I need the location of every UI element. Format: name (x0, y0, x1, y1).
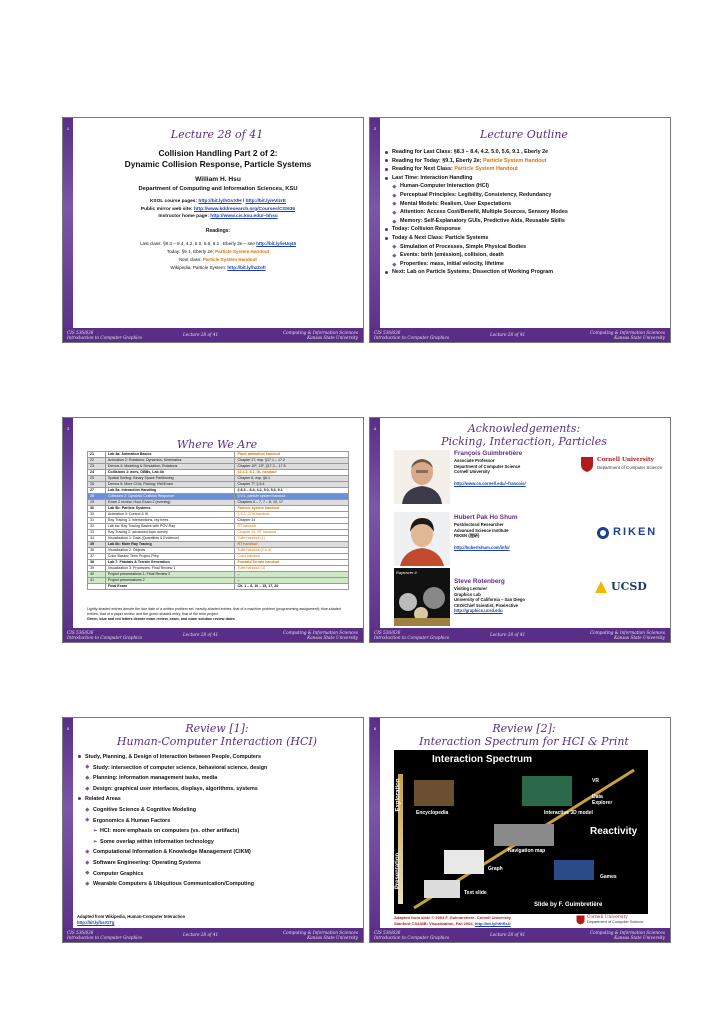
lecture-number-cell: 31 (88, 518, 106, 524)
outline-item (384, 243, 666, 252)
footer-lecture: Lecture 28 of 41 (183, 932, 219, 937)
list-item-text: Computational Information & Knowledge Management (CIKM) (93, 849, 251, 856)
person-name: François Guimbretière (454, 450, 523, 457)
lecture-number-cell: 37 (88, 554, 106, 560)
reading-cell: Chapter 6, esp. §6.1 (235, 476, 349, 482)
topic-cell: Collisions 2: Dynamic Collision Response (105, 494, 235, 500)
review-item (77, 816, 359, 827)
schedule-table (87, 451, 349, 590)
lecture-number-cell: 28 (88, 494, 106, 500)
item-navigation-map: Navigation map (508, 848, 546, 854)
reading-cell: Chapter 14 (235, 518, 349, 524)
topic-cell: Lab 5a: Interaction Handling (105, 488, 235, 494)
list-item-highlight: Particle System Handout (482, 157, 547, 164)
slide-title-line1: Review [1]: (185, 722, 249, 735)
review-item (77, 847, 359, 858)
slide-5 (62, 717, 364, 943)
list-item-text: Reading for Last Class: §8.3 – 8.4, 4.2, 5.0, 5.6, 9.1 , Eberly 2e (392, 149, 549, 155)
slide-number: 6 (373, 726, 377, 731)
outline-item (384, 165, 666, 174)
person-role: Visiting Lecturer (454, 586, 487, 591)
outline-item (384, 217, 666, 226)
outline-item (384, 225, 666, 234)
lecture-number-cell: 26 (88, 482, 106, 488)
lecture-number-cell: 22 (88, 458, 106, 464)
review-item (77, 784, 359, 795)
spectrum-title: Interaction Spectrum (432, 754, 533, 765)
footer-course: CIS 536/636 (67, 630, 94, 635)
source-link[interactable]: http://bit.ly/bsrGTg (77, 919, 115, 925)
footer-dept: Computing & Information Sciences (282, 330, 358, 335)
footer-university: Kansas State University (614, 935, 665, 940)
topic-cell: Lab 6a: Ray Tracing Basics with POV-Ray (105, 524, 235, 530)
source-text: Adapted from Wikipedia, Human-Computer Interaction (77, 914, 186, 919)
slide-sidebar (370, 118, 380, 342)
topic-cell: Spatial Sorting: Binary Space Partitioning (105, 476, 235, 482)
list-item-text: Today: Collision Response (392, 226, 461, 233)
home-link[interactable]: http://www.cis.ksu.edu/~bhsu (210, 214, 278, 219)
slide-footer (63, 628, 363, 642)
reading-cell: Chapter 7²; § 8.4 (235, 482, 349, 488)
topic-cell: Collisions 1: axes, OBBs, Lab 4b (105, 470, 235, 476)
person-role: Associate Professor (454, 458, 495, 463)
topic-cell: Ray Tracing 2: advanced topic survey (105, 530, 235, 536)
schedule-note-2: Green, blue and red letters denote exam review, exam, and exam solution review dates (87, 617, 235, 621)
person-name: Steve Rotenberg (454, 578, 505, 585)
slide-sidebar (370, 718, 380, 942)
footer-lecture: Lecture 28 of 41 (490, 632, 526, 637)
person-role: Postdoctoral Researcher (454, 522, 504, 527)
topic-cell: Ray Tracing 1: intersections, ray trees (105, 518, 235, 524)
review-item (77, 879, 359, 890)
person-dept: Advanced Science Institute (454, 527, 509, 533)
reading-cell: Chapter 15, RT handout (235, 530, 349, 536)
list-item-text: Today & Next Class: Particle Systems (392, 234, 489, 241)
person-company: CEO/Chief Scientist, PixelActive (454, 602, 518, 608)
outline-item (384, 148, 666, 157)
list-item-text: Related Areas (85, 796, 121, 803)
ksol-sep: / (241, 199, 246, 204)
ucsd-trident-icon (594, 580, 608, 594)
reading-3-handout: Particle System Handout (202, 257, 257, 262)
review-item (77, 837, 359, 848)
slide-sidebar (63, 118, 73, 342)
reading-cell: Ch. 1 – 8, 10 – 15, 17, 20 (235, 584, 349, 590)
footer-university: Kansas State University (614, 335, 665, 340)
outline-item (384, 260, 666, 269)
footer-university: Kansas State University (307, 335, 358, 340)
review-item (77, 773, 359, 784)
slide-credit: Slide by F. Guimbretière (534, 902, 603, 908)
slide-footer (63, 328, 363, 342)
footer-course-title: Introduction to Computer Graphics (67, 935, 143, 940)
slide-footer (63, 928, 363, 942)
reading-cell: Chapter 17, esp. §17.1 – 17.2 (235, 458, 349, 464)
topic-cell: Animation 2: Rotations; Dynamics, Kinematics (105, 458, 235, 464)
reading-cell: Tufte handout (1) (235, 536, 349, 542)
reading-4-link[interactable]: http://bit.ly/hzZofI (227, 265, 266, 270)
list-item-text: Mental Models: Realism, User Expectations (400, 200, 512, 207)
topic-cell: Lab 7: Fractals & Terrain Generation (105, 560, 235, 566)
outline-item (384, 182, 666, 191)
reading-cell: §2.4.3, 8.1, GL handout (235, 470, 349, 476)
reading-2-handout: Particle System Handout (215, 249, 270, 254)
schedule-note (87, 607, 349, 622)
person-link[interactable]: http://www.cs.cornell.edu/~francois/ (454, 480, 526, 486)
footer-course-title: Introduction to Computer Graphics (374, 335, 450, 340)
footer-course: CIS 536/636 (374, 330, 401, 335)
list-item-text: Reading for Next Class: (392, 166, 455, 173)
person-org: RIKEN (理研) (454, 533, 480, 539)
axis-presentation: Presentation (395, 852, 402, 890)
slide-4 (369, 417, 671, 643)
footer-lecture: Lecture 28 of 41 (490, 332, 526, 337)
photo-rotenberg (394, 568, 450, 626)
course-links (77, 198, 359, 221)
lecture-number-cell: 36 (88, 548, 106, 554)
reading-cell: Fractals/Terrain handout (235, 560, 349, 566)
reading-cell: Tufte handout (2 & 4) (235, 548, 349, 554)
person-name: Hubert Pak Ho Shum (454, 514, 518, 521)
ksol-link-1[interactable]: http://bit.ly/hGvXlH (198, 199, 242, 204)
cornell-name: Cornell University (587, 915, 628, 920)
review-item (77, 869, 359, 880)
list-item-text: Properties: mass, initial velocity, lifetime (400, 260, 504, 267)
author-name: William H. Hsu (195, 176, 241, 183)
slide-1 (62, 117, 364, 343)
footer-course: CIS 536/636 (67, 330, 94, 335)
cornell-dept: Department of Computer Science (587, 920, 644, 924)
outline-item (384, 200, 666, 209)
reading-3: Next class: (179, 257, 203, 262)
slide-title-line1: Review [2]: (492, 722, 556, 735)
lecture-number-cell (88, 584, 106, 590)
list-item-text: Events: birth (emission), collision, death (400, 252, 504, 259)
footer-dept: Computing & Information Sciences (589, 330, 665, 335)
item-text-slide: Text slide (464, 890, 487, 896)
lecture-number-cell: 40 (88, 572, 106, 578)
outline-list (384, 148, 666, 277)
footer-course-title: Introduction to Computer Graphics (374, 935, 450, 940)
slide-number: 3 (66, 426, 70, 431)
reading-cell: RT handout (235, 524, 349, 530)
topic-cell: Exam 2 review; Hour Exam 2 (evening) (105, 500, 235, 506)
outline-item (384, 191, 666, 200)
reading-cell: Particle system handout (235, 506, 349, 512)
lecture-number-cell: 27 (88, 488, 106, 494)
list-item-text: Study, Planning, & Design of Interaction between People, Computers (85, 754, 262, 760)
person-link[interactable]: http://hubertshum.com/info/ (454, 544, 510, 550)
list-item-text: Design: graphical user interfaces, displays, algorithms, systems (93, 785, 258, 792)
slide-title (77, 722, 357, 748)
slide-title-line2: Picking, Interaction, Particles (441, 435, 607, 448)
review-item (77, 794, 359, 805)
item-vr: VR (592, 778, 599, 784)
reading-2: Today: §9.1, Eberly 2e; (166, 249, 216, 254)
topic-cell: Visualization 1: Data (Quantities & Evidence) (105, 536, 235, 542)
axis-reactivity: Reactivity (590, 826, 638, 837)
topic-cell: Color Basics; Term Project Prep (105, 554, 235, 560)
review-item (77, 858, 359, 869)
source-link[interactable]: http://bit.ly/hfhRsU (474, 920, 511, 926)
cornell-name: Cornell University (597, 457, 654, 463)
topic-cell: Lab 6b: More Ray Tracing (105, 542, 235, 548)
outline-item (384, 251, 666, 260)
outline-item (384, 208, 666, 217)
footer-course-title: Introduction to Computer Graphics (67, 635, 143, 640)
slide-sidebar (63, 718, 73, 942)
footer-lecture: Lecture 28 of 41 (490, 932, 526, 937)
review-item (77, 805, 359, 816)
list-item-text: Cognitive Science & Cognitive Modeling (93, 806, 197, 813)
topic-cell: Lab 4a: Animation Basics (105, 452, 235, 458)
slide-number: 2 (373, 126, 377, 131)
topic-cell: Project presentations 2 (105, 578, 235, 584)
reading-cell: Flash animation handout (235, 452, 349, 458)
review-item (77, 752, 359, 763)
lecture-number-cell: 30 (88, 512, 106, 518)
slide-title: Where We Are (176, 438, 258, 451)
lecture-number-cell: 25 (88, 476, 106, 482)
topic-cell: Visualization 3: Processes; Final Review 1 (105, 566, 235, 572)
riken-mark-icon (596, 526, 610, 540)
lecture-number-cell: 30 (88, 506, 106, 512)
list-item-text: Attention: Access Cost/Benefit, Multiple Sources, Sensory Modes (400, 209, 568, 216)
ksol-link-2[interactable]: http://bit.ly/eVizrE (245, 199, 287, 204)
readings-label: Readings: (205, 228, 231, 234)
reading-cell: § 5.3, CGA handout (235, 512, 349, 518)
footer-university: Kansas State University (614, 635, 665, 640)
list-item-text: HCI: more emphasis on computers (vs. other artifacts) (100, 828, 240, 835)
slide-title: Lecture Outline (480, 128, 568, 141)
ksol-label: KSOL course pages: (149, 199, 199, 204)
list-item-text: Memory: Self-Explanatory GUIs, Predictive Aids, Reusable Skills (400, 217, 565, 224)
home-label: Instructor home page: (158, 214, 211, 219)
person-guimbretiere (454, 450, 526, 486)
lecture-number-cell: 24 (88, 470, 106, 476)
review-item (77, 763, 359, 774)
item-3d-model: Interactive 3D model (544, 810, 593, 816)
lecture-heading-line1: Collision Handling Part 2 of 2: (158, 148, 278, 158)
footer-course-title: Introduction to Computer Graphics (67, 335, 143, 340)
footer-dept: Computing & Information Sciences (282, 630, 358, 635)
list-item-text: Planning: information management tasks, media (93, 775, 218, 782)
topic-cell: Visualization 2: Objects (105, 548, 235, 554)
slide-footer (370, 928, 670, 942)
slide-title-line2: Interaction Spectrum for HCI & Print (419, 735, 629, 748)
lecture-number-cell: 23 (88, 464, 106, 470)
hci-review-list (77, 752, 359, 890)
slide-title (384, 722, 664, 748)
slide-sidebar (63, 418, 73, 642)
lecture-heading-line2: Dynamic Collision Response, Particle Systems (124, 159, 312, 169)
cornell-seal-icon (576, 915, 585, 925)
footer-dept: Computing & Information Sciences (589, 930, 665, 935)
reading-cell: § 9.1, particle system handout (235, 494, 349, 500)
person-dept: Graphics Lab (454, 591, 481, 597)
reading-cell: Color handout (235, 554, 349, 560)
ucsd-name: UCSD (611, 580, 647, 593)
lecture-number-cell: 41 (88, 578, 106, 584)
lecture-number-cell: 29 (88, 500, 106, 506)
list-item-highlight: Particle System Handout (454, 166, 518, 173)
lecture-number-cell: 33 (88, 530, 106, 536)
slide-3 (62, 417, 364, 643)
review-item (77, 826, 359, 837)
person-dept: Department of Computer Science (454, 463, 521, 469)
department: Department of Computing and Information Sciences, KSU (138, 186, 298, 192)
slide-number: 4 (373, 426, 377, 431)
slide-footer (370, 628, 670, 642)
lecture-heading (77, 148, 359, 170)
interaction-spectrum-figure (394, 750, 648, 914)
item-encyclopedia: Encyclopedia (416, 810, 449, 816)
lecture-number-cell: 32 (88, 524, 106, 530)
list-item-text: Some overlap within information technology (100, 838, 214, 845)
reading-cell: Chapter 10², 13², §17.3 – 17.5 (235, 464, 349, 470)
footer-lecture: Lecture 28 of 41 (183, 632, 219, 637)
outline-item (384, 234, 666, 243)
person-org: University of California – San Diego (454, 597, 525, 603)
axis-exploration: Exploration (395, 778, 402, 812)
photo-shum (394, 512, 450, 566)
raytracer-image-label: Raytracer II (396, 570, 417, 575)
outline-item (384, 157, 666, 166)
item-graph: Graph (488, 866, 503, 872)
slide-title (384, 422, 664, 448)
slide-source (77, 914, 185, 925)
slide-6 (369, 717, 671, 943)
slide-title: Lecture 28 of 41 (170, 128, 264, 141)
reading-cell: – (235, 578, 349, 584)
reading-cell: Tufte handout (3) (235, 566, 349, 572)
reading-cell: § 8.3 – 8.4; 4.2, 5.0, 5.6, 9.1 (235, 488, 349, 494)
footer-course: CIS 536/636 (374, 930, 401, 935)
list-item-text: Human-Computer Interaction (HCI) (400, 183, 489, 190)
spectrum-arrows (394, 750, 648, 914)
outline-item (384, 268, 666, 277)
readings-list (77, 240, 359, 272)
reading-1-link[interactable]: http://bit.ly/ieUq45 (256, 241, 297, 246)
lecture-number-cell: 21 (88, 452, 106, 458)
item-data-explorer: Data Explorer (592, 794, 613, 806)
reading-cell: – (235, 572, 349, 578)
list-item-text: Ergonomics & Human Factors (93, 817, 171, 824)
topic-cell: Final Exam (105, 584, 235, 590)
person-shum (454, 514, 518, 550)
list-item-text: Wearable Computers & Ubiquitous Communication/Computing (93, 881, 255, 888)
slide-footer (370, 328, 670, 342)
footer-course: CIS 536/636 (374, 630, 401, 635)
topic-cell: Demos 5: More CGA; Picking; HW/Exam (105, 482, 235, 488)
person-link[interactable]: http://graphics.ucsd.edu (454, 608, 503, 614)
source-text-2: Stanford CS448B: Visualization, Fall 2004, (394, 920, 475, 926)
topic-cell: Animation 3: Control & IK (105, 512, 235, 518)
list-item-text: Study: intersection of computer science, behavioral science, design (93, 764, 268, 771)
list-item-text: Simulation of Processes, Simple Physical Bodies (400, 243, 527, 250)
lecture-number-cell: 39 (88, 566, 106, 572)
list-item-text: Perceptual Principles: Legibility, Consistency, Redundancy (400, 191, 552, 198)
mirror-label: Public mirror web site: (140, 206, 194, 212)
schedule-note-1: Lightly-shaded entries denote the due date of a written problem set, heavily-shaded entries, that of a machine problem (programming assignment); blue-shaded entries, that of a paper review, and the green-shaded entry, that of the term project (87, 607, 341, 616)
mirror-link[interactable]: http://www.kddresearch.org/Courses/CIS636 (193, 206, 296, 212)
cornell-seal-icon (580, 456, 594, 472)
riken-name: RIKEN (613, 526, 658, 538)
list-item-text: Next: Lab on Particle Systems; Dissection of Working Program (392, 269, 554, 276)
footer-dept: Computing & Information Sciences (589, 630, 665, 635)
person-org: Cornell University (454, 469, 490, 475)
slide-number: 5 (66, 726, 70, 731)
list-item-text: Reading for Today: §9.1, Eberly 2e; (392, 157, 483, 164)
footer-university: Kansas State University (307, 635, 358, 640)
list-item-text: Computer Graphics (93, 870, 144, 877)
slide-title-line1: Acknowledgements: (467, 422, 581, 435)
list-item-text: Last Time: Interaction Handling (392, 174, 473, 181)
reading-cell: Chapters 6 – 7, 7 – 8, 10, 17 (235, 500, 349, 506)
list-item-text: Software Engineering: Operating Systems (93, 859, 201, 866)
lecture-number-cell: 34 (88, 536, 106, 542)
slide-sidebar (370, 418, 380, 642)
reading-cell: RT handout (235, 542, 349, 548)
outline-item (384, 174, 666, 183)
footer-lecture: Lecture 28 of 41 (183, 332, 219, 337)
topic-cell: Project presentations 1; Final Review 2 (105, 572, 235, 578)
reading-4: Wikipedia, Particle System: (170, 265, 228, 270)
lecture-number-cell: 38 (88, 560, 106, 566)
slide-title-line2: Human-Computer Interaction (HCI) (116, 735, 318, 748)
photo-guimbretiere (394, 450, 450, 504)
slide-source (394, 915, 511, 926)
footer-university: Kansas State University (307, 935, 358, 940)
footer-dept: Computing & Information Sciences (282, 930, 358, 935)
footer-course-title: Introduction to Computer Graphics (374, 635, 450, 640)
slide-number: 1 (66, 126, 70, 131)
item-games: Games (600, 874, 617, 880)
topic-cell: Lab 5b: Particle Systems (105, 506, 235, 512)
footer-course: CIS 536/636 (67, 930, 94, 935)
topic-cell: Demos 4: Modeling & Simulation; Rotations (105, 464, 235, 470)
lecture-number-cell: 35 (88, 542, 106, 548)
reading-1: Last class: §8.3 – 8.4, 4.2, 5.0, 5.6, 9.1 , Eberly 2e – see (139, 241, 257, 246)
table-row (88, 584, 349, 590)
slide-2 (369, 117, 671, 343)
person-rotenberg (454, 578, 525, 614)
cornell-dept: Department of Computer Science (597, 465, 663, 470)
source-text-1: Adapted from slide © 2004 F. Guimbretière, Cornell University (394, 915, 511, 920)
